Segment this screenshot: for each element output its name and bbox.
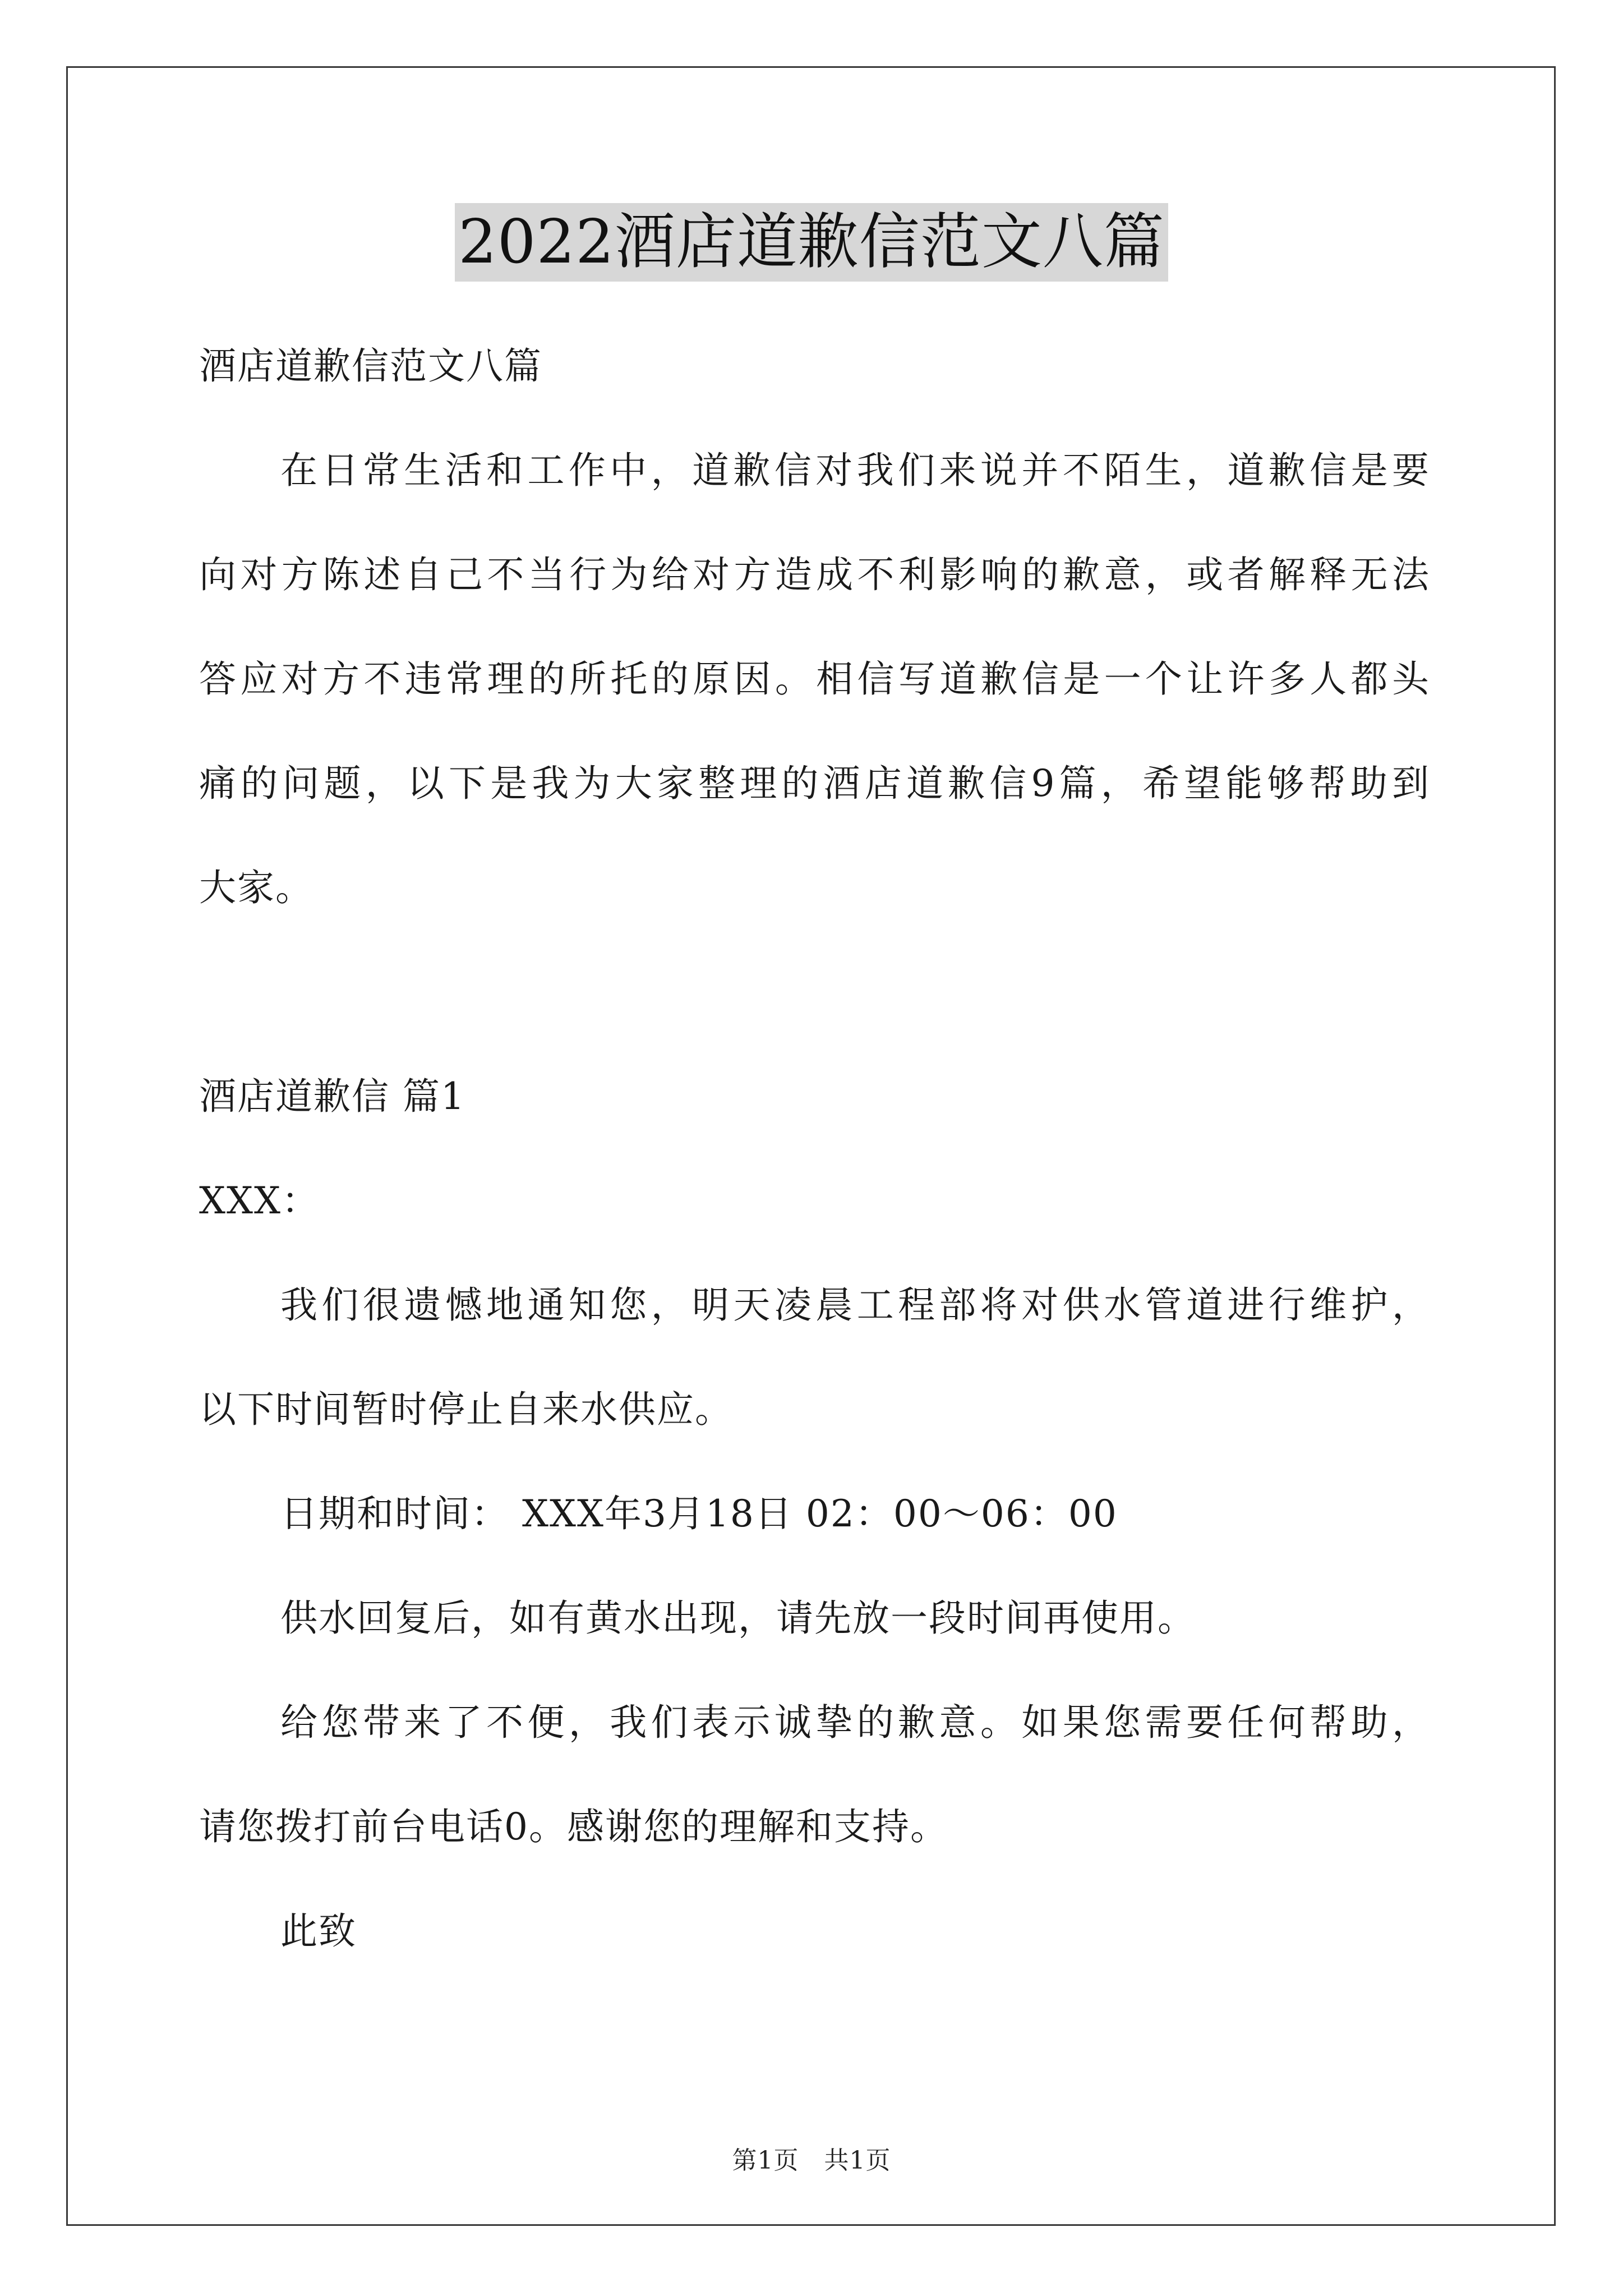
body-line: 给您带来了不便，我们表示诚挚的歉意。如果您需要任何帮助， [280, 1701, 1430, 1744]
body-line: 我们很遗憾地通知您，明天凌晨工程部将对供水管道进行维护， [280, 1283, 1430, 1327]
intro-line: 大家。 [199, 866, 313, 909]
salutation: XXX： [199, 1179, 320, 1222]
subtitle: 酒店道歉信范文八篇 [199, 344, 542, 388]
spacer [199, 940, 1430, 1045]
title-container [0, 203, 1623, 282]
intro-line: 答应对方不违常理的所托的原因。相信写道歉信是一个让许多人都头 [199, 657, 1430, 701]
intro-line: 痛的问题，以下是我为大家整理的酒店道歉信9篇，希望能够帮助到 [199, 762, 1430, 805]
intro-line: 在日常生活和工作中，道歉信对我们来说并不陌生，道歉信是要 [280, 449, 1430, 492]
body-line: 以下时间暂时停止自来水供应。 [199, 1388, 733, 1431]
body-line: 请您拨打前台电话0。感谢您的理解和支持。 [199, 1805, 948, 1848]
closing-line: 此致 [280, 1910, 357, 1953]
body-line: 日期和时间： XXX年3月18日 02：00～06：00 [280, 1492, 1118, 1535]
body-line: 供水回复后，如有黄水出现，请先放一段时间再使用。 [280, 1596, 1196, 1640]
section-heading: 酒店道歉信 篇1 [199, 1075, 465, 1118]
intro-line: 向对方陈述自己不当行为给对方造成不利影响的歉意，或者解释无法 [199, 553, 1430, 596]
page-footer: 第1页 共1页 [732, 2146, 891, 2175]
document-title: 2022酒店道歉信范文八篇 [455, 203, 1168, 282]
document-body [199, 314, 1430, 1984]
